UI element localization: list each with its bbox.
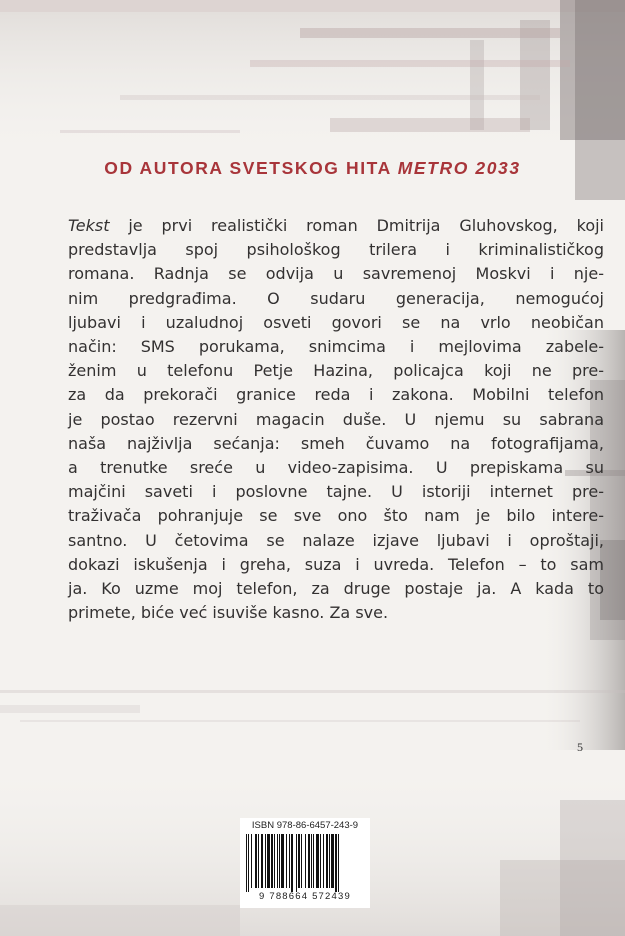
page-mark: 5 [577,740,583,754]
blurb-line: a trenutke sreće u video-zapisima. U prepiskama su [68,458,604,478]
blurb-line: naša najživlja sećanja: smeh čuvamo na fotografijama, [68,433,604,453]
blurb-line-em: Tekst [68,216,110,235]
barcode-bar [277,834,278,888]
barcode-bar [251,834,252,888]
barcode-box [240,818,370,908]
blurb-line: način: SMS porukama, snimcima i mejlovima zabele- [68,337,604,357]
barcode-bar [271,834,273,888]
blurb-line: primete, biće već isuviše kasno. Za sve. [68,603,389,623]
barcode-bar [296,834,297,892]
barcode-bar [308,834,310,888]
blurb-line: ljubavi i uzaludnoj osveti govori se na vrlo neobičan [68,312,604,332]
barcode-bar [298,834,300,888]
tagline-title: METRO 2033 [397,158,521,178]
blurb-line: predstavlja spoj psihološkog trilera i kriminalističkog [68,240,604,260]
barcode-bar [313,834,314,888]
barcode-bar [301,834,302,888]
barcode-bar [274,834,275,888]
barcode-bar [311,834,312,888]
barcode-bar [316,834,319,888]
blurb-line: za da prekorači granice reda i zakona. Mobilni telefon [68,385,604,405]
barcode-bar [258,834,259,888]
blurb-line: ženim u telefonu Petje Hazina, policajca koji ne pre- [68,361,604,381]
barcode-bar [329,834,330,888]
tagline [0,158,625,179]
barcode-bar [279,834,280,888]
barcode-bar [246,834,247,892]
barcode-bar [323,834,324,888]
blurb-line: nim predgrađima. O sudaru generacija, nemogućoj [68,288,604,308]
barcode-bars [244,834,366,892]
barcode-digits: 9 788664 572439 [259,891,351,902]
barcode-bar [286,834,287,888]
blurb-line [68,214,604,238]
blurb-line: majčini saveti i poslovne tajne. U istoriji internet pre- [68,482,604,502]
barcode-bar [248,834,249,892]
barcode-bar [335,834,337,892]
barcode-bar [261,834,263,888]
blurb-line: romana. Radnja se odvija u savremenoj Moskvi i nje- [68,264,604,284]
blurb-line: dokazi iskušenja i greha, suza i uvreda. Telefon – to sam [68,554,604,574]
blurb-line: traživača pohranjuje se sve ono što nam je bilo intere- [68,506,604,526]
barcode-bar [291,834,293,892]
barcode-bar [265,834,266,888]
barcode-bar [281,834,284,888]
blurb-line: je postao rezervni magacin duše. U njemu su sabrana [68,409,604,429]
barcode-bar [331,834,334,888]
barcode-bar [255,834,257,888]
blurb-line: ja. Ko uzme moj telefon, za druge postaje ja. A kada to [68,579,604,599]
barcode-bar [326,834,328,888]
tagline-prefix: OD AUTORA SVETSKOG HITA [104,158,398,178]
blurb-line-text: je prvi realistički roman Dmitrija Gluhovskog, koji [109,216,604,235]
blurb-text [68,214,604,625]
barcode-bar [320,834,321,888]
isbn-label: ISBN 978-86-6457-243-9 [251,820,359,831]
barcode-bar [289,834,290,888]
blurb-line: santno. U četovima se nalaze izjave ljubavi i oproštaji, [68,530,604,550]
barcode-bar [267,834,270,888]
barcode-bar [305,834,306,888]
barcode-bar [338,834,339,892]
